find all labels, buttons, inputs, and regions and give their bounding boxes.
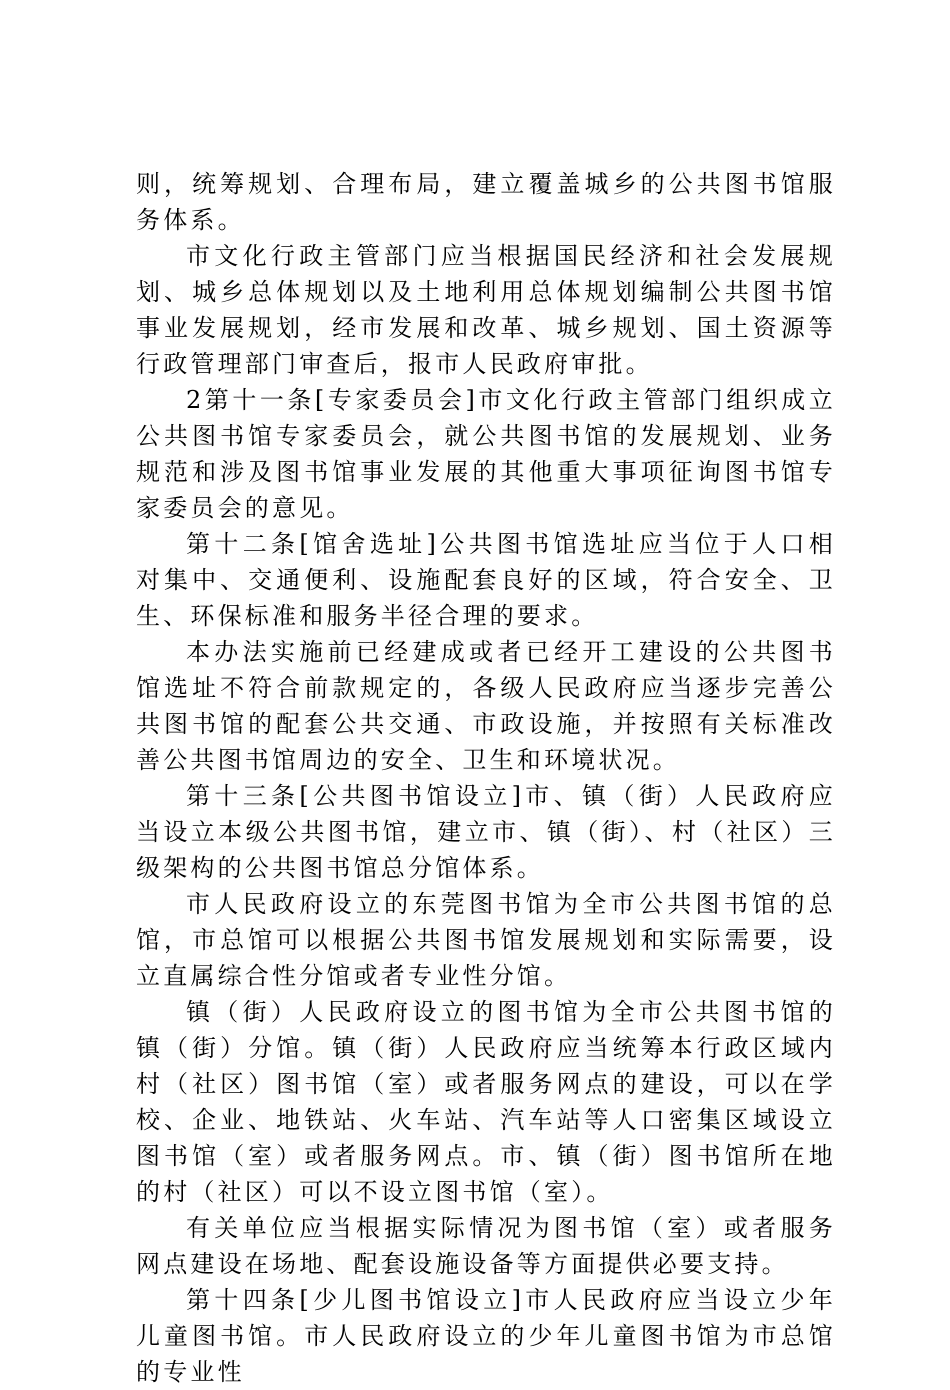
paragraph-continuation: 则，统筹规划、合理布局，建立覆盖城乡的公共图书馆服务体系。 (136, 170, 836, 234)
paragraph-town-branch: 镇（街）人民政府设立的图书馆为全市公共图书馆的镇（街）分馆。镇（街）人民政府应当统筹本行政区域内村（社区）图书馆（室）或者服务网点的建设，可以在学校、企业、地铁站、火车站、汽车站等人口密集区域设立图书馆（室）或者服务网点。市、镇（街）图书馆所在地的村（社区）可以不设立图书馆（室）。 (136, 998, 836, 1206)
paragraph-article-11: 2第十一条[专家委员会]市文化行政主管部门组织成立公共图书馆专家委员会，就公共图书馆的发展规划、业务规范和涉及图书馆事业发展的其他重大事项征询图书馆专家委员会的意见。 (136, 386, 836, 522)
paragraph-planning-authority: 市文化行政主管部门应当根据国民经济和社会发展规划、城乡总体规划以及土地利用总体规划编制公共图书馆事业发展规划，经市发展和改革、城乡规划、国土资源等行政管理部门审查后，报市人民政府审批。 (136, 242, 836, 378)
paragraph-main-library: 市人民政府设立的东莞图书馆为全市公共图书馆的总馆，市总馆可以根据公共图书馆发展规划和实际需要，设立直属综合性分馆或者专业性分馆。 (136, 890, 836, 990)
document-body (136, 166, 836, 1390)
paragraph-article-14: 第十四条[少儿图书馆设立]市人民政府应当设立少年儿童图书馆。市人民政府设立的少年儿童图书馆为市总馆的专业性 (136, 1286, 836, 1386)
paragraph-unit-support: 有关单位应当根据实际情况为图书馆（室）或者服务网点建设在场地、配套设施设备等方面提供必要支持。 (136, 1214, 836, 1278)
paragraph-site-improvement: 本办法实施前已经建成或者已经开工建设的公共图书馆选址不符合前款规定的，各级人民政府应当逐步完善公共图书馆的配套公共交通、市政设施，并按照有关标准改善公共图书馆周边的安全、卫生和环境状况。 (136, 638, 836, 774)
paragraph-article-12: 第十二条[馆舍选址]公共图书馆选址应当位于人口相对集中、交通便利、设施配套良好的区域，符合安全、卫生、环保标准和服务半径合理的要求。 (136, 530, 836, 630)
paragraph-article-13: 第十三条[公共图书馆设立]市、镇（街）人民政府应当设立本级公共图书馆，建立市、镇（街）、村（社区）三级架构的公共图书馆总分馆体系。 (136, 782, 836, 882)
